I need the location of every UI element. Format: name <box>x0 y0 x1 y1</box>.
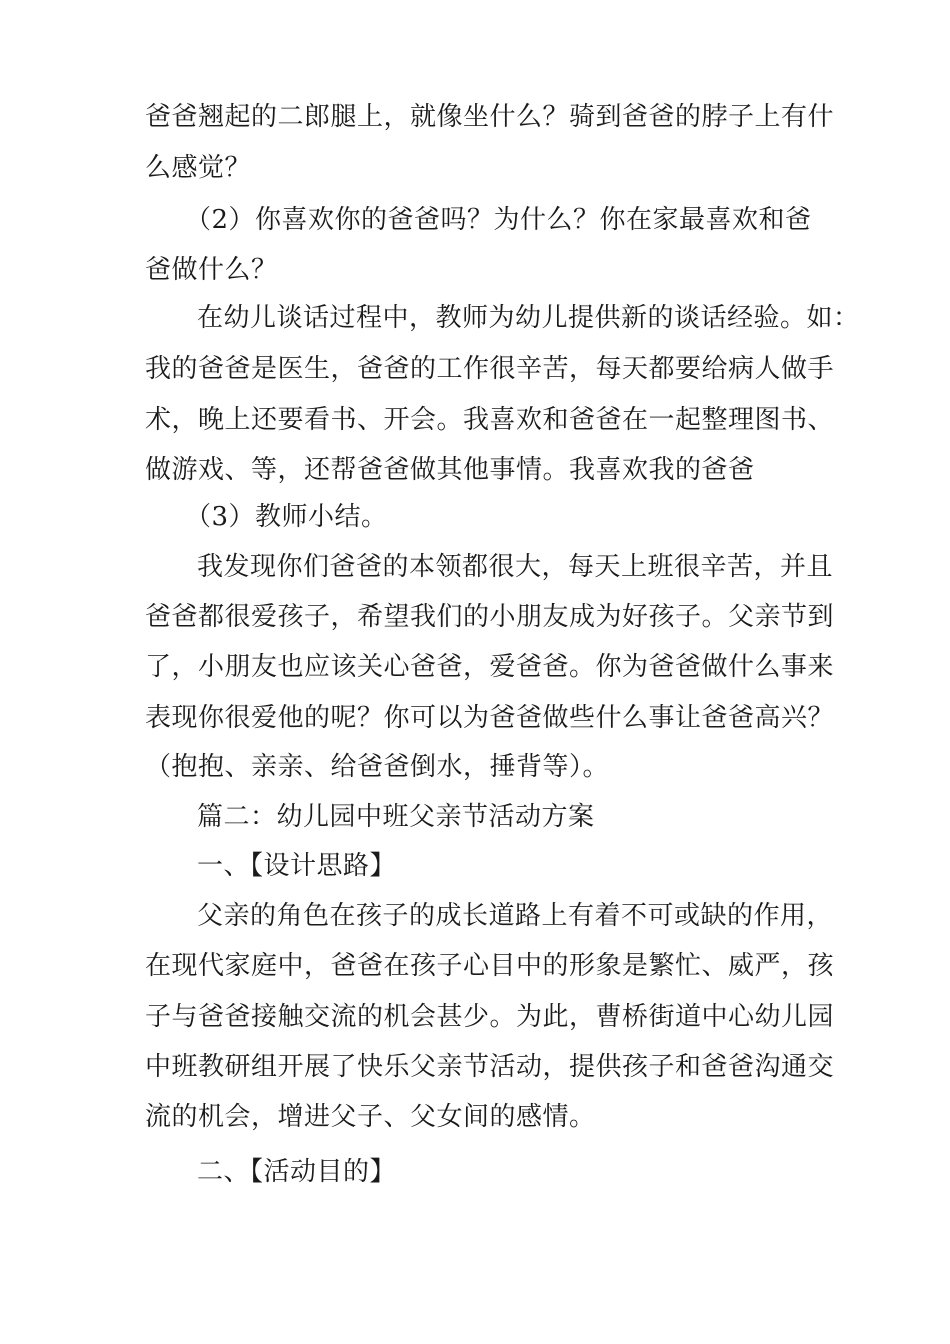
text-line: 爸爸翘起的二郎腿上，就像坐什么？骑到爸爸的脖子上有什 <box>145 102 835 132</box>
section-heading: 二、【活动目的】 <box>197 1157 397 1187</box>
text-line: 表现你很爱他的呢？你可以为爸爸做些什么事让爸爸高兴？ <box>145 703 835 733</box>
text-line: 术，晚上还要看书、开会。我喜欢和爸爸在一起整理图书、 <box>145 405 835 435</box>
text-line: 了，小朋友也应该关心爸爸，爱爸爸。你为爸爸做什么事来 <box>145 652 835 682</box>
text-line: 么感觉？ <box>145 153 252 183</box>
text-line: （3）教师小结。 <box>185 502 388 532</box>
text-line: 我发现你们爸爸的本领都很大，每天上班很辛苦，并且 <box>197 552 834 582</box>
text-line: 爸爸都很爱孩子，希望我们的小朋友成为好孩子。父亲节到 <box>145 602 835 632</box>
text-line: （2）你喜欢你的爸爸吗？为什么？你在家最喜欢和爸 <box>185 205 812 235</box>
text-line: 父亲的角色在孩子的成长道路上有着不可或缺的作用， <box>197 901 834 931</box>
section-heading: 一、【设计思路】 <box>197 851 397 881</box>
section-heading: 篇二：幼儿园中班父亲节活动方案 <box>197 802 595 832</box>
text-line: 子与爸爸接触交流的机会甚少。为此，曹桥街道中心幼儿园 <box>145 1002 835 1032</box>
text-line: 做游戏、等，还帮爸爸做其他事情。我喜欢我的爸爸 <box>145 455 755 485</box>
text-line: 流的机会，增进父子、父女间的感情。 <box>145 1102 596 1132</box>
text-line: 我的爸爸是医生，爸爸的工作很辛苦，每天都要给病人做手 <box>145 354 835 384</box>
text-line: （抱抱、亲亲、给爸爸倒水，捶背等）。 <box>145 752 610 782</box>
text-line: 在幼儿谈话过程中，教师为幼儿提供新的谈话经验。如： <box>197 303 860 333</box>
text-line: 爸做什么？ <box>145 255 278 285</box>
text-line: 中班教研组开展了快乐父亲节活动，提供孩子和爸爸沟通交 <box>145 1052 835 1082</box>
text-line: 在现代家庭中，爸爸在孩子心目中的形象是繁忙、威严，孩 <box>145 951 835 981</box>
